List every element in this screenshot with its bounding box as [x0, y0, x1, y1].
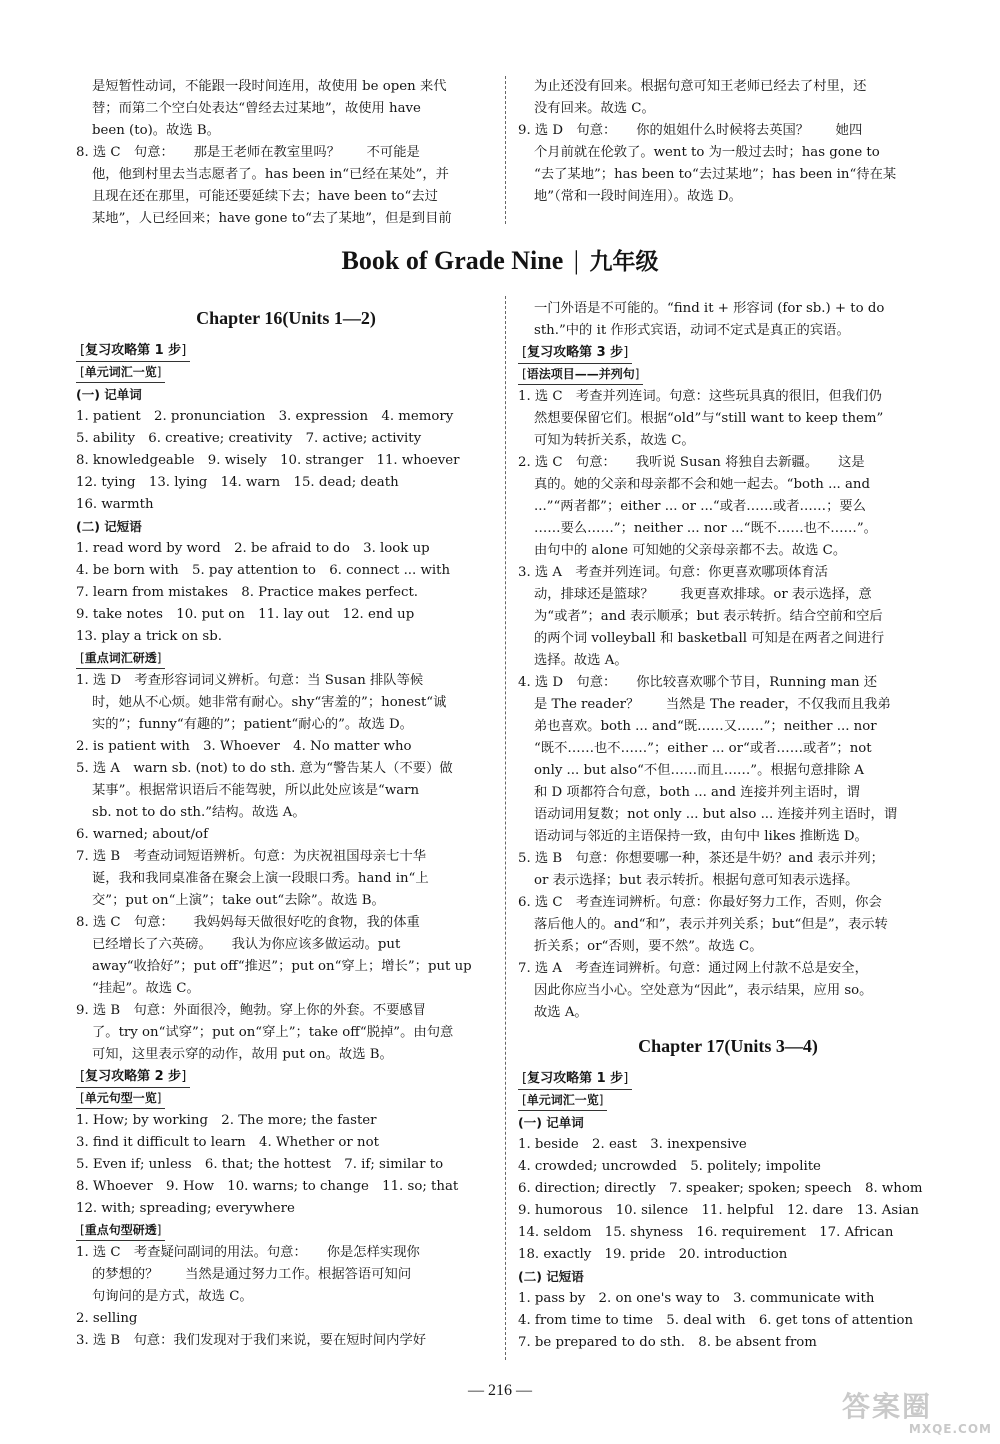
text-line: 1. read word by word 2. be afraid to do 3. look up: [76, 541, 430, 556]
text-line: 6. warned; about/of: [76, 827, 208, 842]
text-line: 时，她从不心烦。她非常有耐心。shy“害羞的”；honest“诚: [92, 695, 447, 710]
key-vocab-header: [ 重点词汇研透 ]: [76, 648, 165, 669]
text-line: 1. How; by working 2. The more; the faster: [76, 1113, 377, 1128]
top-right-column: [518, 76, 938, 208]
key-sentence-header: [ 重点句型研透 ]: [76, 1220, 165, 1241]
chapter-17-words-list: [518, 1134, 938, 1266]
key-vocab-list: [76, 670, 496, 1066]
words-list: [76, 406, 496, 516]
right-column: [518, 298, 938, 1354]
chapter-17-words-header: (一) 记单词: [518, 1115, 584, 1130]
text-line: 是短暂性动词，不能跟一段时间连用，故使用 be open 来代: [92, 79, 447, 94]
text-line: 14. seldom 15. shyness 16. requirement 17. African: [518, 1225, 894, 1240]
text-line: 交”；put on“上演”；take out“去除”。故选 B。: [92, 893, 385, 908]
text-line: 弟也喜欢。both ... and“既……又……”；neither ... nor: [534, 719, 877, 734]
text-line: 7. 选 B 考查动词短语辨析。句意：为庆祝祖国母亲七十华: [76, 849, 427, 864]
text-line: 4. crowded; uncrowded 5. politely; impolite: [518, 1159, 821, 1174]
text-line: 没有回来。故选 C。: [534, 101, 655, 116]
text-line: away“收拾好”；put off“推迟”；put on“穿上；增长”；put up: [92, 959, 472, 974]
chapter-17-title: Chapter 17(Units 3—4): [638, 1036, 818, 1056]
text-line: 地”（常和一段时间连用）。故选 D。: [534, 189, 742, 204]
page-number: — 216 —: [468, 1382, 532, 1399]
text-line: 9. humorous 10. silence 11. helpful 12. dare 13. Asian: [518, 1203, 919, 1218]
text-line: 某地”，人已经回来；have gone to“去了某地”，但是到目前: [92, 211, 452, 226]
text-line: 5. 选 A warn sb. (not) to do sth. 意为“警告某人（不要）做: [76, 761, 453, 776]
text-line: 因此你应当小心。空处意为“因此”，表示结果，应用 so。: [534, 983, 873, 998]
text-line: 语动词用复数；not only ... but also ... 连接并列主语时，谓: [534, 807, 898, 822]
text-line: 7. be prepared to do sth. 8. be absent from: [518, 1335, 817, 1350]
text-line: “既不……也不……”；either ... or“或者……或者”；not: [534, 741, 872, 756]
text-line: 选择。故选 A。: [534, 653, 628, 668]
text-line: 4. be born with 5. pay attention to 6. connect ... with: [76, 563, 451, 578]
text-line: 某事”。根据常识语后不能驾驶，所以此处应该是“warn: [92, 783, 420, 798]
text-line: 句询问的是方式，故选 C。: [92, 1289, 253, 1304]
text-line: 2. is patient with 3. Whoever 4. No matter who: [76, 739, 412, 754]
text-line: 1. beside 2. east 3. inexpensive: [518, 1137, 747, 1152]
text-line: 3. 选 B 句意：我们发现对于我们来说，要在短时间内学好: [76, 1333, 427, 1348]
text-line: 3. find it difficult to learn 4. Whether or not: [76, 1135, 379, 1150]
phrases-header: (二) 记短语: [76, 519, 142, 534]
top-left-column: [76, 76, 496, 230]
chapter-17-step-1-header: [ 复习攻略第 1 步 ]: [518, 1068, 632, 1090]
watermark-sub: MXQE.COM: [908, 1422, 992, 1436]
text-line: 他，他到村里去当志愿者了。has been in“已经在某处”，并: [92, 167, 449, 182]
text-line: 6. 选 C 考查连词辨析。句意：你最好努力工作，否则，你会: [518, 895, 882, 910]
text-line: 1. patient 2. pronunciation 3. expression 4. memory: [76, 409, 454, 424]
book-title-separator: |: [573, 246, 579, 275]
text-line: 4. 选 D 句意： 你比较喜欢哪个节目，Running man 还: [518, 675, 878, 690]
text-line: 5. Even if; unless 6. that; the hottest 7. if; similar to: [76, 1157, 444, 1172]
text-line: 了。try on“试穿”；put on“穿上”；take off“脱掉”。由句意: [92, 1025, 454, 1040]
chapter-16-title: Chapter 16(Units 1—2): [196, 308, 376, 328]
text-line: 已经增长了六英磅。 我认为你应该多做运动。put: [92, 937, 401, 952]
text-line: ...”“两者都”；either ... or ...“或者……或者……；要么: [534, 499, 866, 514]
text-line: 故选 A。: [534, 1005, 588, 1020]
key-sentences-list: [76, 1242, 496, 1352]
text-line: 13. play a trick on sb.: [76, 629, 222, 644]
text-line: 一门外语是不可能的。“find it + 形容词 (for sb.) + to do: [534, 301, 885, 316]
text-line: 12. tying 13. lying 14. warn 15. dead; death: [76, 475, 399, 490]
text-line: 9. take notes 10. put on 11. lay out 12. end up: [76, 607, 415, 622]
text-line: 8. Whoever 9. How 10. warns; to change 11. so; that: [76, 1179, 459, 1194]
text-line: 18. exactly 19. pride 20. introduction: [518, 1247, 788, 1262]
chapter-17-phrases-list: [518, 1288, 938, 1354]
text-line: sb. not to do sth.”结构。故选 A。: [92, 805, 306, 820]
phrases-list: [76, 538, 496, 648]
text-line: 9. 选 B 句意：外面很冷，鲍勃。穿上你的外套。不要感冒: [76, 1003, 427, 1018]
column-divider-top: [505, 76, 506, 224]
text-line: 为止还没有回来。根据句意可知王老师已经去了村里，还: [534, 79, 867, 94]
text-line: 语动词与邻近的主语保持一致，由句中 likes 推断选 D。: [534, 829, 868, 844]
left-column: [76, 298, 496, 1352]
text-line: 个月前就在伦敦了。went to 为一般过去时；has gone to: [534, 145, 880, 160]
text-line: 2. selling: [76, 1311, 138, 1326]
grammar-list: [518, 386, 938, 1024]
column-divider-main: [505, 296, 506, 1360]
text-line: 1. pass by 2. on one's way to 3. communicate with: [518, 1291, 875, 1306]
text-line: 且现在还在那里，可能还要延续下去；have been to“去过: [92, 189, 438, 204]
step-3-header: [ 复习攻略第 3 步 ]: [518, 342, 632, 364]
text-line: 可知为转折关系，故选 C。: [534, 433, 695, 448]
text-line: 替；而第二个空白处表达“曾经去过某地”，故使用 have: [92, 101, 421, 116]
text-line: 5. ability 6. creative; creativity 7. active; activity: [76, 431, 422, 446]
book-title-zh: 九年级: [589, 249, 659, 275]
text-line: 由句中的 alone 可知她的父亲母亲都不去。故选 C。: [534, 543, 847, 558]
text-line: 1. 选 D 考查形容词词义辨析。句意：当 Susan 排队等候: [76, 673, 424, 688]
text-line: 2. 选 C 句意： 我听说 Susan 将独自去新疆。 这是: [518, 455, 865, 470]
text-line: 3. 选 A 考查并列连词。句意：你更喜欢哪项体育活: [518, 565, 828, 580]
sentence-header: [ 单元句型一览 ]: [76, 1088, 165, 1109]
text-line: 4. from time to time 5. deal with 6. get tons of attention: [518, 1313, 914, 1328]
text-line: ……要么……”；neither ... nor ...“既不……也不……”。: [534, 521, 877, 536]
text-line: 1. 选 C 考查疑问副词的用法。句意： 你是怎样实现你: [76, 1245, 420, 1260]
text-line: 6. direction; directly 7. speaker; spoken; speech 8. whom: [518, 1181, 923, 1196]
text-line: been (to)。故选 B。: [92, 123, 220, 138]
grammar-header: [ 语法项目——并列句 ]: [518, 364, 643, 385]
text-line: 16. warmth: [76, 497, 154, 512]
words-header: (一) 记单词: [76, 387, 142, 402]
text-line: 折关系；or“否则，要不然”。故选 C。: [534, 939, 763, 954]
text-line: 7. learn from mistakes 8. Practice makes perfect.: [76, 585, 419, 600]
text-line: “去了某地”；has been to“去过某地”；has been in“待在某: [534, 167, 897, 182]
text-line: 的两个词 volleyball 和 basketball 可知是在两者之间进行: [534, 631, 885, 646]
text-line: 实的”；funny“有趣的”；patient“耐心的”。故选 D。: [92, 717, 413, 732]
text-line: sth.”中的 it 作形式宾语，动词不定式是真正的宾语。: [534, 323, 850, 338]
text-line: “挂起”。故选 C。: [92, 981, 200, 996]
step-2-header: [ 复习攻略第 2 步 ]: [76, 1066, 190, 1088]
text-line: 8. 选 C 句意： 那是王老师在教室里吗？ 不可能是: [76, 145, 420, 160]
text-line: 诞，我和我同桌准备在聚会上演一段眼口秀。hand in“上: [92, 871, 429, 886]
text-line: 真的。她的父亲和母亲都不会和她一起去。“both ... and: [534, 477, 870, 492]
text-line: 可知，这里表示穿的动作，故用 put on。故选 B。: [92, 1047, 393, 1062]
text-line: 动，排球还是篮球？ 我更喜欢排球。or 表示选择，意: [534, 587, 872, 602]
text-line: 5. 选 B 句意：你想要哪一种，茶还是牛奶？and 表示并列；: [518, 851, 884, 866]
watermark-logo: [842, 1392, 992, 1438]
text-line: 为“或者”；and 表示顺承；but 表示转折。结合空前和空后: [534, 609, 883, 624]
watermark-main: 答案圈: [842, 1390, 933, 1423]
chapter-17-vocab-header: [ 单元词汇一览 ]: [518, 1090, 607, 1111]
text-line: 9. 选 D 句意： 你的姐姐什么时候将去英国？ 她四: [518, 123, 863, 138]
continued-answer: [518, 298, 938, 342]
text-line: 12. with; spreading; everywhere: [76, 1201, 295, 1216]
text-line: or 表示选择；but 表示转折。根据句意可知表示选择。: [534, 873, 859, 888]
text-line: 8. knowledgeable 9. wisely 10. stranger 11. whoever: [76, 453, 460, 468]
vocab-header: [ 单元词汇一览 ]: [76, 362, 165, 383]
text-line: 是 The reader？ 当然是 The reader，不仅我而且我弟: [534, 697, 891, 712]
book-title-en: Book of Grade Nine: [341, 246, 564, 275]
text-line: 8. 选 C 句意： 我妈妈每天做很好吃的食物，我的体重: [76, 915, 420, 930]
book-title: [0, 244, 1000, 279]
text-line: 7. 选 A 考查连词辨析。句意：通过网上付款不总是安全，: [518, 961, 868, 976]
sentences-list: [76, 1110, 496, 1220]
text-line: 落后他人的。and“和”，表示并列关系；but“但是”，表示转: [534, 917, 888, 932]
chapter-17-phrases-header: (二) 记短语: [518, 1269, 584, 1284]
text-line: 1. 选 C 考查并列连词。句意：这些玩具真的很旧，但我们仍: [518, 389, 882, 404]
text-line: only ... but also“不但……而且……”。根据句意排除 A: [534, 763, 864, 778]
step-1-header: [ 复习攻略第 1 步 ]: [76, 340, 190, 362]
text-line: 的梦想的？ 当然是通过努力工作。根据答语可知问: [92, 1267, 412, 1282]
text-line: 然想要保留它们。根据“old”与“still want to keep them”: [534, 411, 884, 426]
text-line: 和 D 项都符合句意，both ... and 连接并列主语时，谓: [534, 785, 860, 800]
